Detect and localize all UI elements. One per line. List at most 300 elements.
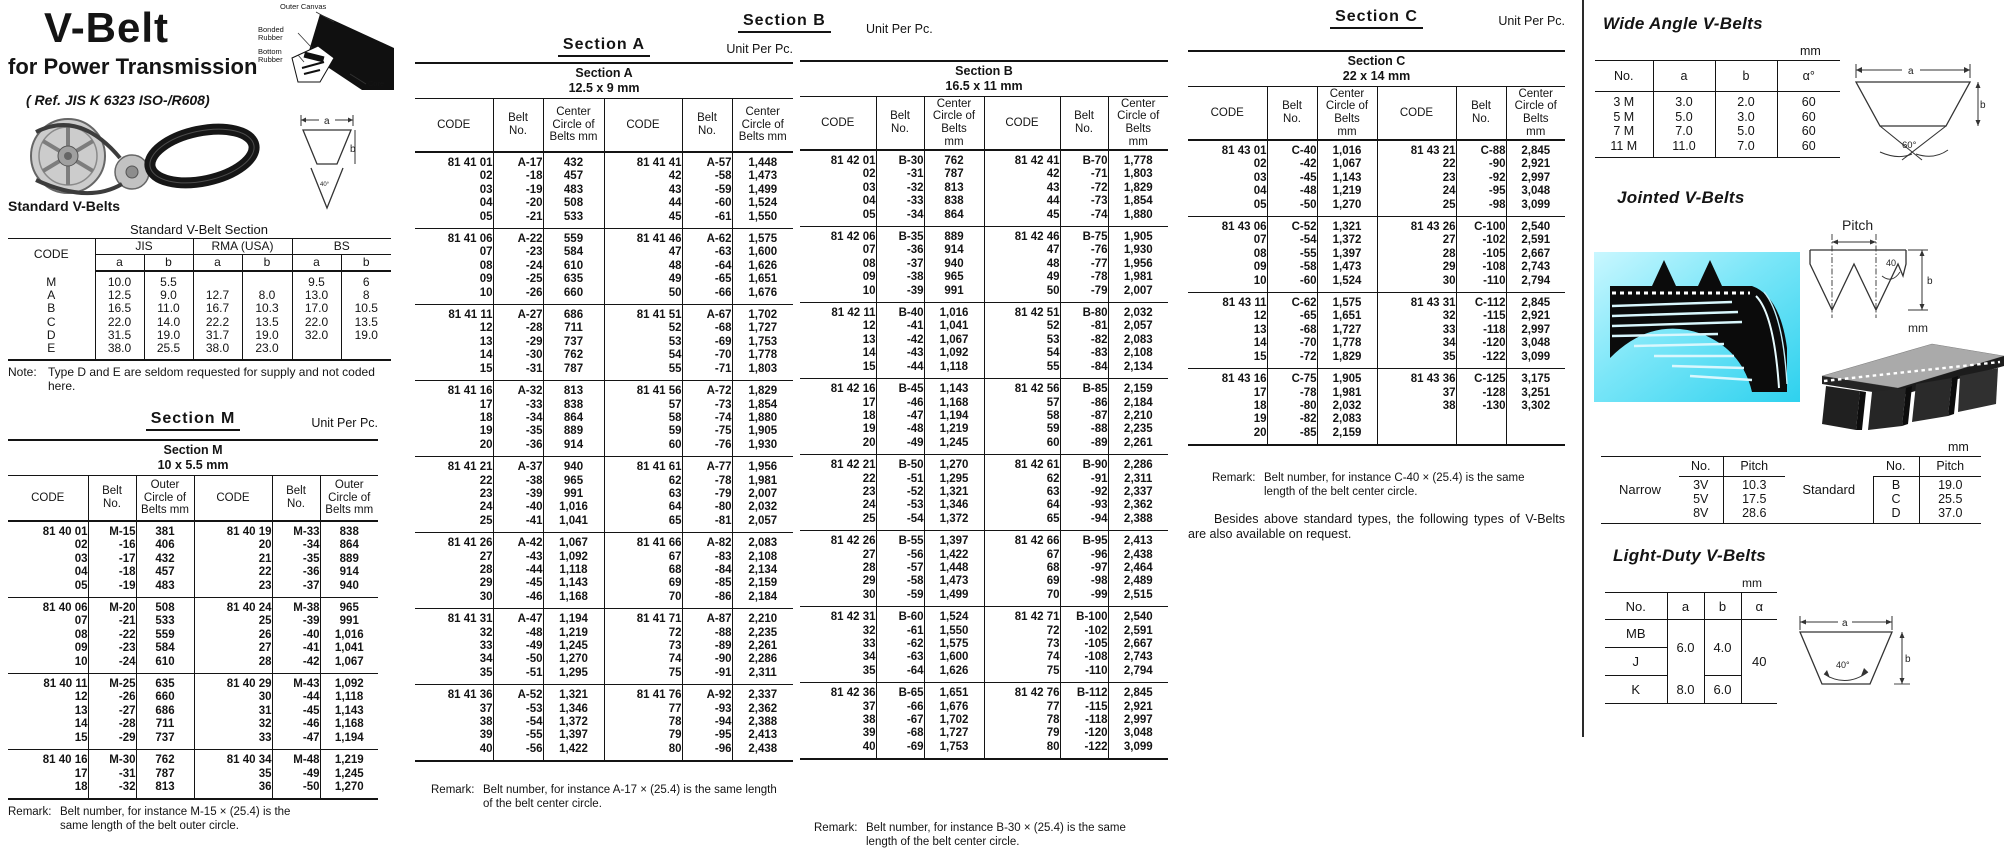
belt-no-cell: M-33	[272, 521, 320, 539]
note-label: Note:	[8, 365, 37, 379]
belt-no-cell: -82	[1060, 334, 1108, 347]
belt-no-cell: -47	[876, 410, 924, 423]
code-cell: 22	[1377, 158, 1456, 171]
code-column-header: CODE	[33, 247, 69, 262]
table-row	[800, 575, 1168, 588]
belt-no-cell: -110	[1456, 275, 1506, 293]
length-cell: 737	[136, 732, 194, 750]
code-cell: 05	[479, 210, 493, 223]
table-row	[8, 732, 378, 750]
table-row	[415, 457, 793, 475]
table-row	[800, 638, 1168, 651]
dimension-cell: 5.0	[1653, 110, 1715, 125]
table-row	[800, 741, 1168, 759]
belt-no-cell: -55	[493, 729, 543, 742]
code-cell: 49	[604, 273, 682, 286]
code-cell: 81 42 46	[984, 227, 1060, 245]
table-row	[1188, 400, 1565, 413]
length-cell: 1,143	[320, 705, 378, 718]
code-cell: 55	[984, 361, 1060, 379]
standard-table-note	[8, 366, 378, 394]
length-cell: 2,159	[1317, 427, 1377, 445]
code-cell: 02	[479, 170, 493, 183]
code-cell: 15	[1253, 350, 1267, 363]
length-cell: 1,372	[924, 513, 984, 531]
length-cell: 914	[924, 244, 984, 257]
belt-no-cell: -42	[876, 334, 924, 347]
ns-header-pitch: Pitch	[1723, 457, 1785, 477]
code-cell	[1377, 427, 1456, 445]
code-cell: 74	[604, 653, 682, 666]
belt-no-cell: -110	[1060, 665, 1108, 683]
belt-no-cell: -26	[88, 691, 136, 704]
belt-no-cell: -19	[493, 184, 543, 197]
code-cell: 03	[1253, 171, 1267, 184]
code-cell: 15	[479, 362, 493, 375]
length-cell: 711	[136, 718, 194, 731]
length-cell: 3,048	[1108, 727, 1168, 740]
dimension-cell: 14.0	[144, 316, 193, 329]
belt-no-cell: M-30	[88, 750, 136, 768]
length-cell: 2,235	[1108, 423, 1168, 436]
table-row	[800, 549, 1168, 562]
column-header: Center Circle of Belts mm	[1317, 87, 1377, 141]
standard-no: C	[1873, 493, 1919, 507]
table-row	[415, 260, 793, 273]
table-row	[415, 475, 793, 488]
section-size-header: Section A 12.5 x 9 mm	[415, 63, 793, 99]
code-cell: 81 43 26	[1377, 217, 1456, 235]
length-cell: 965	[320, 598, 378, 616]
belt-no-cell: -122	[1060, 741, 1108, 759]
code-cell: 27	[1377, 234, 1456, 247]
length-cell: 1,270	[924, 455, 984, 473]
belt-no-cell: -49	[493, 640, 543, 653]
length-cell: 1,067	[1317, 158, 1377, 171]
table-row	[1595, 110, 1840, 125]
length-cell: 1,067	[543, 533, 604, 551]
dimension-cell: 22.0	[95, 316, 144, 329]
code-cell: 58	[604, 412, 682, 425]
table-row	[800, 473, 1168, 486]
wa-header-b: b	[1715, 61, 1777, 92]
code-cell: 12	[74, 691, 88, 704]
belt-no-cell: -78	[682, 475, 732, 488]
length-cell: 1,143	[924, 379, 984, 397]
dimension-cell: 16.5	[95, 302, 144, 315]
section-m-block	[8, 410, 378, 833]
belt-no-cell: -23	[493, 246, 543, 259]
length-cell: 1,702	[732, 305, 793, 323]
remark-label: Remark:	[814, 822, 858, 835]
length-cell: 2,845	[1108, 683, 1168, 701]
sub-header-a: a	[95, 255, 144, 272]
ld-dim-a: a	[1842, 618, 1848, 629]
belt-no-cell: -86	[682, 591, 732, 609]
length-cell: 1,397	[924, 531, 984, 549]
belt-no-cell: B-90	[1060, 455, 1108, 473]
length-cell: 1,143	[1317, 172, 1377, 185]
dimension-cell: 12.7	[193, 289, 242, 302]
length-cell: 1,981	[1317, 387, 1377, 400]
code-cell: 10	[74, 655, 88, 668]
code-cell: 10	[1253, 274, 1267, 287]
length-cell: 2,667	[1506, 248, 1565, 261]
table-row	[1595, 124, 1840, 139]
length-cell: 2,108	[732, 551, 793, 564]
table-row	[8, 289, 391, 302]
code-cell: 65	[604, 515, 682, 533]
belt-no-cell: -78	[1060, 271, 1108, 284]
dimension-cell	[193, 271, 242, 289]
length-cell: 3,302	[1506, 400, 1565, 413]
belt-no-cell: -94	[1060, 513, 1108, 531]
belt-no-cell: -118	[1060, 714, 1108, 727]
length-cell: 2,083	[1108, 334, 1168, 347]
length-cell: 533	[136, 615, 194, 628]
belt-no-cell: -50	[493, 653, 543, 666]
code-cell: 23	[194, 580, 272, 598]
belt-no-cell: -60	[1267, 275, 1317, 293]
dimension-cell: 5.5	[144, 271, 193, 289]
remark-label: Remark:	[1212, 472, 1256, 485]
length-cell: 864	[543, 412, 604, 425]
length-cell: 1,321	[1317, 217, 1377, 235]
belt-no-cell: -92	[1456, 172, 1506, 185]
length-cell: 1,905	[1317, 369, 1377, 387]
length-cell: 2,438	[732, 743, 793, 761]
length-cell: 2,261	[732, 640, 793, 653]
code-cell: 81 41 56	[604, 381, 682, 399]
belt-no-cell: -76	[682, 439, 732, 457]
belt-no-cell: -48	[1267, 185, 1317, 198]
length-cell: 838	[924, 195, 984, 208]
length-cell: 1,118	[924, 361, 984, 379]
code-cell: 08	[862, 257, 876, 270]
code-cell: 14	[479, 349, 493, 362]
length-cell: 533	[543, 211, 604, 229]
table-row	[1188, 369, 1565, 387]
narrow-pitch: 17.5	[1723, 493, 1785, 507]
length-cell: 914	[320, 566, 378, 579]
wa-dim-b: b	[1980, 100, 1986, 111]
length-cell: 1,880	[732, 412, 793, 425]
belt-no-cell: -108	[1456, 261, 1506, 274]
belt-no-cell: -89	[682, 640, 732, 653]
table-row	[800, 513, 1168, 531]
column-header: Center Circle of Belts mm	[1108, 97, 1168, 151]
availability-note: Besides above standard types, the following types of V-Belts are also available on request.	[1188, 512, 1565, 542]
code-cell: 33	[1377, 324, 1456, 337]
length-cell: 1,651	[924, 683, 984, 701]
length-cell: 838	[320, 521, 378, 539]
length-cell: 1,016	[320, 629, 378, 642]
belt-no-cell: M-25	[88, 674, 136, 692]
length-cell: 1,499	[732, 184, 793, 197]
length-cell: 2,134	[1108, 361, 1168, 379]
pitch-label: Pitch	[1842, 217, 1874, 233]
code-cell: 35	[194, 768, 272, 781]
length-cell: 1,372	[1317, 234, 1377, 247]
length-cell: 1,778	[1108, 150, 1168, 168]
table-row	[415, 184, 793, 197]
belt-no-cell: -92	[1060, 486, 1108, 499]
length-cell: 1,194	[924, 410, 984, 423]
code-cell: 60	[604, 439, 682, 457]
code-cell: 25	[479, 514, 493, 527]
table-row	[1188, 413, 1565, 426]
length-cell: 2,667	[1108, 638, 1168, 651]
belt-no-cell: -70	[1267, 337, 1317, 350]
wide-angle-table	[1595, 60, 1840, 158]
belt-no-cell: -108	[1060, 651, 1108, 664]
vertical-divider	[1582, 0, 1584, 737]
sub-header-b: b	[144, 255, 193, 272]
belt-no-cell: -30	[493, 349, 543, 362]
standard-vbelts-heading: Standard V-Belts	[8, 198, 121, 214]
length-cell: 864	[924, 209, 984, 227]
length-cell: 2,489	[1108, 575, 1168, 588]
length-cell: 2,921	[1506, 310, 1565, 323]
length-cell: 1,270	[543, 653, 604, 666]
code-cell: 42	[984, 168, 1060, 181]
belt-no-cell: -67	[876, 714, 924, 727]
length-cell: 1,397	[543, 729, 604, 742]
remark-label: Remark:	[431, 784, 475, 797]
code-cell: 43	[984, 182, 1060, 195]
table-row	[800, 423, 1168, 436]
code-cell: 28	[194, 656, 272, 674]
table-row	[1188, 185, 1565, 198]
standard-label: Standard	[1802, 482, 1856, 498]
belt-no-cell: -31	[493, 363, 543, 381]
section-b-remark	[800, 822, 1168, 849]
code-cell: 79	[604, 729, 682, 742]
code-cell: 35	[1377, 351, 1456, 369]
length-cell: 711	[543, 322, 604, 335]
code-cell: 36	[194, 781, 272, 799]
belt-no-cell: -32	[876, 182, 924, 195]
code-cell: 47	[984, 244, 1060, 257]
table-row	[415, 425, 793, 438]
code-cell: 81 42 01	[830, 155, 876, 167]
table-row	[415, 381, 793, 399]
length-cell: 1,829	[1317, 351, 1377, 369]
code-cell: 30	[862, 588, 876, 601]
length-cell: 2,413	[732, 729, 793, 742]
belt-no-cell	[1456, 413, 1506, 426]
code-cell: 81 42 16	[800, 379, 876, 397]
dimension-cell: 9.5	[292, 271, 341, 289]
column-header: Belt No.	[493, 99, 543, 153]
table-row	[8, 598, 378, 616]
dimension-cell: 19.0	[144, 329, 193, 342]
bs-header: BS	[292, 239, 391, 255]
length-cell: 1,778	[1317, 337, 1377, 350]
belt-no-cell: B-65	[876, 683, 924, 701]
length-cell: 1,829	[1108, 182, 1168, 195]
code-cell: 81 41 21	[415, 457, 493, 475]
section-m-table	[8, 439, 378, 800]
sub-header-b: b	[242, 255, 292, 272]
code-cell: 14	[1253, 337, 1267, 350]
code-cell: 73	[984, 638, 1060, 651]
length-cell: 1,956	[1108, 258, 1168, 271]
belt-no-cell: B-35	[876, 227, 924, 245]
length-cell: 2,997	[1506, 172, 1565, 185]
section-a-block	[415, 36, 793, 811]
code-cell: 78	[604, 716, 682, 729]
bottom-rubber-label: Bottom Rubber	[258, 47, 283, 64]
pitch-diagram	[1802, 214, 1940, 340]
code-cell: 13	[74, 704, 88, 717]
belt-no-cell: -42	[272, 656, 320, 674]
code-cell: 03	[74, 552, 88, 565]
belt-no-cell: -64	[876, 665, 924, 683]
table-row	[800, 683, 1168, 701]
code-cell: 81 42 26	[800, 531, 876, 549]
table-row	[8, 302, 391, 315]
length-cell: 940	[320, 580, 378, 598]
code-cell: 74	[984, 651, 1060, 664]
table-row	[800, 455, 1168, 473]
code-cell: 72	[604, 627, 682, 640]
code-cell: 27	[194, 642, 272, 655]
table-row	[1188, 158, 1565, 171]
length-cell: 2,413	[1108, 531, 1168, 549]
length-cell: 1,981	[1108, 271, 1168, 284]
table-row	[1188, 172, 1565, 185]
ns-header-no: No.	[1679, 457, 1723, 477]
length-cell: 2,337	[732, 685, 793, 703]
length-cell: 635	[543, 273, 604, 286]
code-cell: 03	[479, 183, 493, 196]
table-row	[415, 488, 793, 501]
ld-header-b: b	[1704, 593, 1741, 620]
dim-a: a	[324, 116, 330, 127]
code-cell: 22	[479, 474, 493, 487]
belt-no-cell: -27	[88, 705, 136, 718]
length-cell: 1,550	[732, 211, 793, 229]
length-cell: 3,099	[1506, 199, 1565, 217]
remark-text: Belt number, for instance B-30 × (25.4) is the same length of the belt center circle.	[866, 822, 1126, 848]
belt-no-cell	[1456, 427, 1506, 445]
code-cell: 07	[1253, 234, 1267, 247]
length-cell: 2,057	[1108, 320, 1168, 333]
length-cell: 1,727	[924, 727, 984, 740]
table-row	[1188, 217, 1565, 235]
belt-no-cell: -79	[1060, 285, 1108, 303]
table-row	[8, 768, 378, 781]
length-cell: 1,473	[732, 170, 793, 183]
standard-section-table	[8, 238, 391, 361]
code-cell: 59	[604, 425, 682, 438]
code-cell: 81 40 34	[194, 750, 272, 768]
length-cell: 2,464	[1108, 562, 1168, 575]
belt-no-cell: A-77	[682, 457, 732, 475]
narrow-pitch: 28.6	[1723, 507, 1785, 524]
code-cell: 62	[604, 475, 682, 488]
length-cell: 1,702	[924, 714, 984, 727]
code-cell: 04	[1253, 185, 1267, 198]
table-row	[415, 349, 793, 362]
table-row	[800, 701, 1168, 714]
section-size-header: Section C 22 x 14 mm	[1188, 51, 1565, 87]
table-row	[800, 195, 1168, 208]
table-row	[1188, 427, 1565, 445]
length-cell: 1,676	[732, 287, 793, 305]
column-header: Belt No.	[876, 97, 924, 151]
dimension-cell: 60	[1777, 92, 1840, 110]
belt-no-cell: C-100	[1456, 217, 1506, 235]
standard-pitch: 25.5	[1919, 493, 1981, 507]
table-row	[415, 287, 793, 305]
belt-no-cell: -83	[682, 551, 732, 564]
column-header: CODE	[415, 99, 493, 153]
dimension-cell: 8.0	[242, 289, 292, 302]
table-row	[415, 399, 793, 412]
wide-angle-diagram	[1846, 56, 1986, 168]
table-row	[415, 246, 793, 259]
table-row	[800, 168, 1168, 181]
belt-no-cell: -115	[1456, 310, 1506, 323]
table-row	[1188, 199, 1565, 217]
belt-no-cell: -24	[88, 656, 136, 674]
code-cell: 81 41 51	[604, 305, 682, 323]
table-row	[8, 521, 378, 539]
dimension-cell: 10.0	[95, 271, 144, 289]
belt-no-cell: -55	[1267, 248, 1317, 261]
length-cell: 1,295	[924, 473, 984, 486]
code-cell: 04	[862, 195, 876, 208]
column-header: Center Circle of Belts mm	[924, 97, 984, 151]
table-row	[1595, 92, 1840, 110]
length-cell: 1,118	[320, 691, 378, 704]
pitch-angle: 40	[1886, 258, 1897, 268]
table-row	[415, 716, 793, 729]
dimension-cell: 31.7	[193, 329, 242, 342]
code-cell: C	[46, 314, 56, 329]
length-cell: 1,041	[924, 320, 984, 333]
belt-no-cell: M-15	[88, 521, 136, 539]
column-header: Belt No.	[1456, 87, 1506, 141]
code-cell: 53	[604, 336, 682, 349]
dimension-cell: 23.0	[242, 342, 292, 360]
belt-no-cell: -46	[493, 591, 543, 609]
code-cell: 23	[862, 485, 876, 498]
dimension-cell: 32.0	[292, 329, 341, 342]
length-cell: 1,854	[1108, 195, 1168, 208]
belt-no-cell: -48	[876, 423, 924, 436]
table-row	[800, 499, 1168, 512]
column-header: Outer Circle of Belts mm	[136, 476, 194, 522]
belt-no-cell: -85	[682, 577, 732, 590]
length-cell: 762	[543, 349, 604, 362]
belt-no-cell: M-20	[88, 598, 136, 616]
wa-dim-angle: 60°	[1902, 140, 1917, 151]
belt-no-cell: -54	[493, 716, 543, 729]
dimension-cell: 13.5	[341, 316, 391, 329]
belt-no-cell: A-87	[682, 609, 732, 627]
belt-no-cell: -28	[493, 322, 543, 335]
belt-no-cell: -128	[1456, 387, 1506, 400]
pulley-belt-photos	[20, 110, 260, 202]
code-cell: 81 42 66	[984, 531, 1060, 549]
length-cell: 1,829	[732, 381, 793, 399]
table-row	[8, 342, 391, 360]
dimension-cell: 2.0	[1715, 92, 1777, 110]
code-cell: 22	[194, 566, 272, 579]
